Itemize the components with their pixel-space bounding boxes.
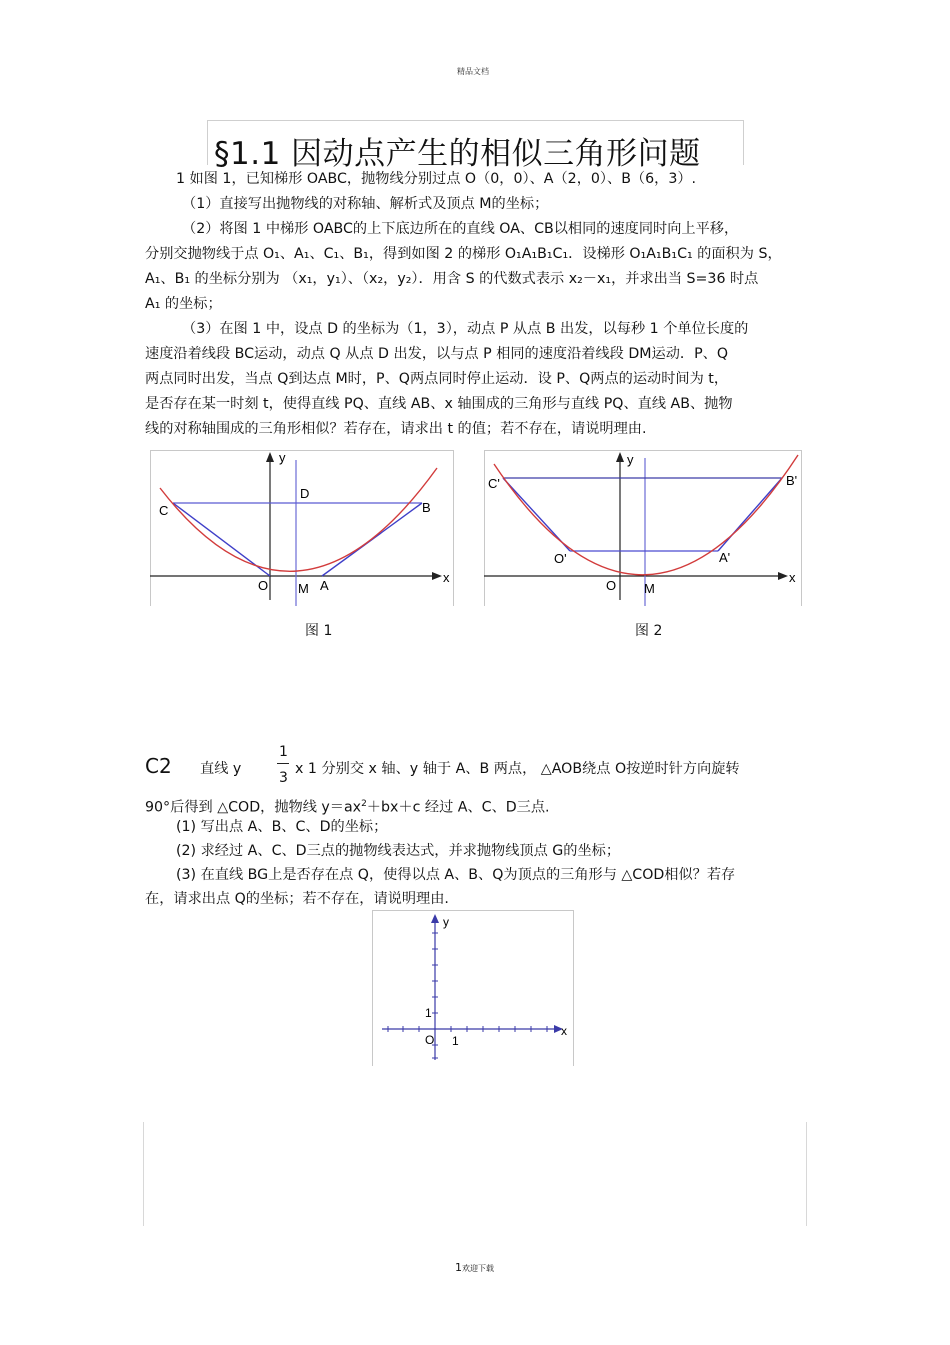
q1-line-11: 线的对称轴围成的三角形相似？若存在，请求出 t 的值；若不存在，请说明理由.	[145, 421, 647, 437]
q1-line-7: （3）在图 1 中，设点 D 的坐标为（1，3），动点 P 从点 B 出发，以每秒 1 个单位长度的	[182, 321, 749, 337]
q2-sub-1: (1) 写出点 A、B、C、D的坐标；	[176, 819, 388, 835]
q2-fraction-bar	[277, 763, 289, 764]
q2-line-2-b: ＋bx＋c 经过 A、C、D三点.	[366, 799, 550, 816]
q1-line-9: 两点同时出发，当点 Q到达点 M时，P、Q两点同时停止运动．设 P、Q两点的运动时间为 t，	[145, 371, 729, 387]
fig2-label-y: y	[627, 452, 634, 467]
page-title: §1.1 因动点产生的相似三角形问题	[214, 136, 701, 172]
fig3-label-one-y: 1	[425, 1006, 432, 1020]
fig2-label-c1: C'	[488, 476, 500, 491]
page-header: 精品文档	[457, 67, 489, 76]
figure-2-graph	[484, 450, 802, 606]
fig3-label-x: x	[561, 1024, 567, 1038]
fig1-label-a: A	[320, 578, 329, 593]
page-footer	[455, 1261, 494, 1274]
q2-number: C2	[145, 754, 172, 778]
q1-line-5: A₁、B₁ 的坐标分别为 （x₁，y₁）、（x₂，y₂）．用含 S 的代数式表示 x₂－x₁，并求出当 S=36 时点	[145, 271, 759, 287]
q1-line-6: A₁ 的坐标；	[145, 296, 222, 312]
q1-line-8: 速度沿着线段 BC运动，动点 Q 从点 D 出发，以与点 P 相同的速度沿着线段 DM运动．P、Q	[145, 346, 729, 362]
q2-fraction-denominator: 3	[279, 770, 288, 786]
fig1-label-c: C	[159, 503, 169, 518]
q2-line-2-sup: 2	[361, 799, 367, 809]
q2-fraction-numerator: 1	[279, 744, 288, 760]
q1-line-2: （1）直接写出抛物线的对称轴、解析式及顶点 M的坐标；	[182, 196, 549, 212]
fig2-label-b1: B'	[786, 473, 798, 488]
figure-1-caption: 图 1	[305, 623, 333, 639]
fig1-label-b: B	[422, 500, 431, 515]
bottom-frame-right	[806, 1122, 807, 1226]
fig2-label-o1: O'	[554, 551, 567, 566]
fig1-label-m: M	[298, 581, 309, 596]
q1-line-3: （2）将图 1 中梯形 OABC的上下底边所在的直线 OA、CB以相同的速度同时向上平移，	[182, 221, 739, 237]
q2-line-1-lead: 直线 y	[200, 761, 242, 777]
fig2-label-m: M	[644, 581, 655, 596]
q2-sub-3: (3) 在直线 BG上是否存在点 Q，使得以点 A、B、Q为顶点的三角形与 △COD相似？若存	[176, 867, 736, 883]
fig1-label-y: y	[279, 450, 286, 465]
q2-sub-4: 在，请求出点 Q的坐标；若不存在，请说明理由.	[145, 891, 449, 907]
fig3-label-y: y	[443, 915, 449, 929]
q1-line-1: 1 如图 1，已知梯形 OABC，抛物线分别过点 O（0，0）、A（2，0）、B（6，3）.	[176, 171, 697, 187]
footer-text: 欢迎下载	[462, 1264, 494, 1273]
q1-line-10: 是否存在某一时刻 t，使得直线 PQ、直线 AB、x 轴围成的三角形与直线 PQ、直线 AB、抛物	[145, 396, 733, 412]
figure-2-caption: 图 2	[635, 623, 663, 639]
fig2-label-a1: A'	[719, 550, 731, 565]
fig2-label-o: O	[606, 578, 617, 593]
figure-3-graph	[372, 910, 574, 1066]
fig1-label-o: O	[258, 578, 269, 593]
bottom-frame-left	[143, 1122, 144, 1226]
q2-line-2-a: 90°后得到 △COD，抛物线 y＝ax	[145, 799, 362, 816]
fig3-label-o: O	[425, 1033, 435, 1047]
q2-line-1-rest: x 1 分别交 x 轴、y 轴于 A、B 两点， △AOB绕点 O按逆时针方向旋转	[295, 761, 740, 777]
q2-sub-2: (2) 求经过 A、C、D三点的抛物线表达式，并求抛物线顶点 G的坐标；	[176, 843, 621, 859]
page-number: 1	[455, 1261, 462, 1274]
fig2-label-x: x	[789, 570, 796, 585]
fig1-label-x: x	[443, 570, 450, 585]
fig1-label-d: D	[300, 486, 310, 501]
figure-1-graph	[150, 450, 454, 606]
q1-line-4: 分别交抛物线于点 O₁、A₁、C₁、B₁，得到如图 2 的梯形 O₁A₁B₁C₁．设梯形 O₁A₁B₁C₁ 的面积为 S，	[145, 246, 782, 262]
fig3-label-one-x: 1	[452, 1034, 459, 1048]
